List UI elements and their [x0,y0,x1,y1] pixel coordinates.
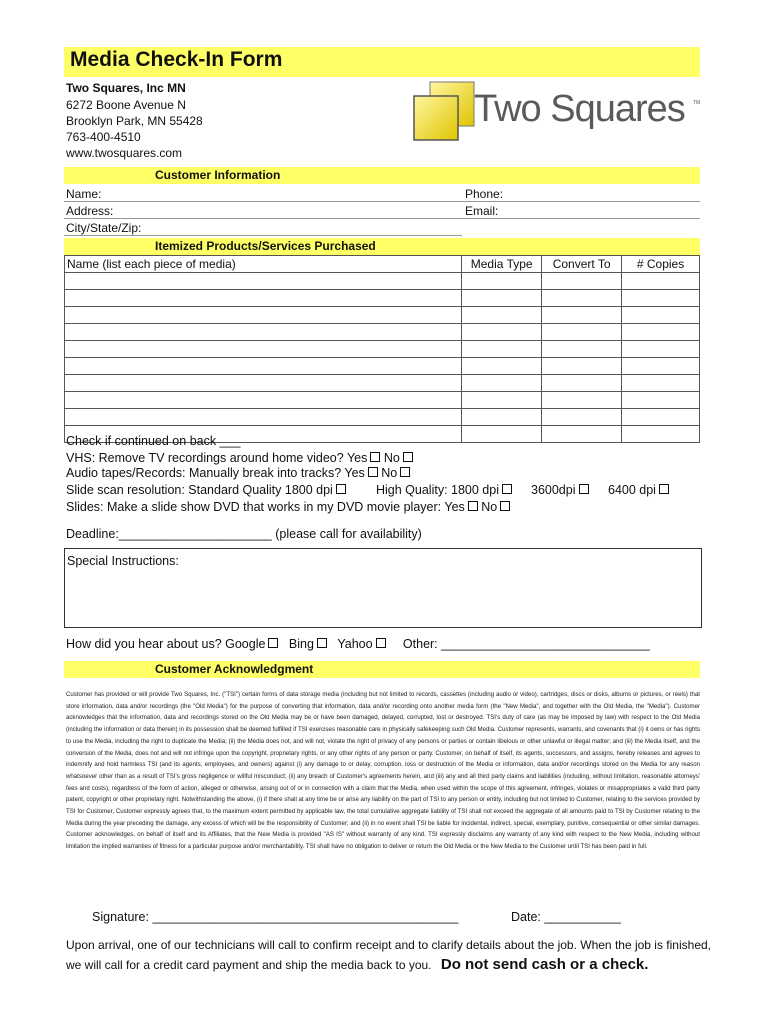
table-cell[interactable] [462,358,542,375]
slides-dvd-no-label: No [481,500,498,514]
date-field[interactable]: Date: ___________ [511,910,621,924]
table-cell[interactable] [462,409,542,426]
slide-std-label: Slide scan resolution: Standard Quality 1800 dpi [66,483,333,497]
logo-squares-icon [410,78,480,146]
page-title: Media Check-In Form [70,48,283,71]
col-media-type-header: Media Type [462,256,542,273]
table-cell[interactable] [542,375,622,392]
table-cell[interactable] [622,290,700,307]
table-cell[interactable] [462,324,542,341]
items-header-row [65,256,700,273]
table-row [65,307,700,324]
items-table [64,255,700,443]
table-cell[interactable] [542,273,622,290]
name-field-line[interactable] [64,201,700,202]
slide-6400-label: 6400 dpi [608,483,656,497]
slides-dvd-label: Slides: Make a slide show DVD that works in my DVD movie player: Yes [66,500,465,514]
signature-field[interactable]: Signature: ____________________________________________ [92,910,459,924]
table-cell[interactable] [542,409,622,426]
bing-label: Bing [288,637,314,651]
special-instructions-label: Special Instructions: [67,554,179,568]
table-cell[interactable] [462,392,542,409]
table-cell[interactable] [622,341,700,358]
table-cell[interactable] [622,392,700,409]
table-cell[interactable] [622,426,700,443]
table-row [65,409,700,426]
vhs-option [66,451,413,465]
table-cell[interactable] [65,409,462,426]
customer-info-heading: Customer Information [155,168,281,182]
company-name: Two Squares, Inc MN [66,81,186,95]
table-cell[interactable] [542,307,622,324]
slide-6400-option [608,483,669,497]
ack-heading: Customer Acknowledgment [155,662,314,676]
audio-yes-checkbox[interactable] [368,467,378,477]
yahoo-checkbox[interactable] [376,638,386,648]
table-cell[interactable] [622,409,700,426]
slides-dvd-option [66,500,510,514]
table-cell[interactable] [542,358,622,375]
continued-text: Check if continued on back ___ [66,434,241,448]
footer-line-2 [66,956,648,973]
name-label: Name: [66,187,102,201]
slide-3600-checkbox[interactable] [579,484,589,494]
audio-no-checkbox[interactable] [400,467,410,477]
slides-dvd-yes-checkbox[interactable] [468,501,478,511]
google-checkbox[interactable] [268,638,278,648]
table-cell[interactable] [65,290,462,307]
audio-no-label: No [381,466,398,480]
vhs-no-checkbox[interactable] [403,452,413,462]
table-row [65,341,700,358]
col-copies-header: # Copies [622,256,700,273]
table-cell[interactable] [622,324,700,341]
company-address: 6272 Boone Avenue N [66,98,186,112]
table-cell[interactable] [65,358,462,375]
table-cell[interactable] [622,375,700,392]
deadline-field[interactable]: Deadline:______________________ (please call for availability) [66,527,422,541]
bing-checkbox[interactable] [317,638,327,648]
table-cell[interactable] [542,341,622,358]
two-squares-logo [410,78,710,146]
table-cell[interactable] [542,324,622,341]
city-field-line[interactable] [64,235,462,236]
table-cell[interactable] [462,273,542,290]
table-cell[interactable] [462,307,542,324]
table-row [65,358,700,375]
audio-option [66,466,410,480]
slide-std-checkbox[interactable] [336,484,346,494]
address-label: Address: [66,204,114,218]
vhs-no-label: No [383,451,400,465]
table-cell[interactable] [65,392,462,409]
audio-label: Audio tapes/Records: Manually break into tracks? Yes [66,466,365,480]
table-cell[interactable] [65,307,462,324]
table-row [65,324,700,341]
slide-high-label: High Quality: 1800 dpi [376,483,499,497]
items-heading: Itemized Products/Services Purchased [155,239,376,253]
table-row [65,392,700,409]
phone-label: Phone: [465,187,504,201]
special-instructions-box[interactable] [64,548,702,628]
company-phone: 763-400-4510 [66,130,141,144]
slide-6400-checkbox[interactable] [659,484,669,494]
table-cell[interactable] [65,341,462,358]
table-row [65,290,700,307]
table-cell[interactable] [622,358,700,375]
logo-text: Two Squares [474,88,685,130]
vhs-yes-checkbox[interactable] [370,452,380,462]
hear-about-option [66,637,650,651]
city-label: City/State/Zip: [66,221,142,235]
col-name-header: Name (list each piece of media) [65,256,462,273]
slide-std-option [66,483,346,497]
vhs-label: VHS: Remove TV recordings around home video? Yes [66,451,368,465]
address-field-line[interactable] [64,218,700,219]
table-cell[interactable] [462,290,542,307]
footer-line-1: Upon arrival, one of our technicians will call to confirm receipt and to clarify details about the job. When the job is finished, [66,938,711,952]
table-row [65,273,700,290]
table-cell[interactable] [622,307,700,324]
table-cell[interactable] [622,273,700,290]
table-cell[interactable] [65,324,462,341]
table-cell[interactable] [65,273,462,290]
other-field[interactable]: Other: ______________________________ [402,637,650,651]
footer-bold-warning: Do not send cash or a check. [440,956,649,973]
slide-high-option [376,483,512,497]
company-web: www.twosquares.com [66,146,183,160]
hear-label: How did you hear about us? Google [66,637,266,651]
table-cell[interactable] [462,375,542,392]
table-cell[interactable] [542,426,622,443]
table-cell[interactable] [65,375,462,392]
slides-dvd-no-checkbox[interactable] [500,501,510,511]
table-cell[interactable] [462,426,542,443]
col-convert-to-header: Convert To [542,256,622,273]
table-row [65,375,700,392]
slide-3600-option [531,483,589,497]
footer-line-2-text: we will call for a credit card payment and ship the media back to you. [66,958,432,972]
legal-text: Customer has provided or will provide Two Squares, Inc. ("TSI") certain forms of data storage media (including but not limited to records, cassettes (including audio or video), cartridges, discs or disks, albums or pictures, or reels) that store information, data and/or recordings (the "Old Media") for the purpose of converting that information, data and/or recording onto another media form (the "New Media", and together with the Old Media, the "Media"). Customer acknowledges that the information, data and recordings stored on the Old Media may be or have been damaged, delayed, corrupted, lost or destroyed. TSI's duty of care (as may be imposed by law) with respect to the Old Media (including the information or data therein) in its possession shall be deemed fulfilled if TSI exercises reasonable care in physically safekeeping such Old Media. Customer represents, warrants, and covenants that (i) it owns or has rights to use the Media, including the right to duplicate the Media; (ii) the Media does not, and will not, violate the right of privacy of any persons or parties or contain libelous or other unlawful or illegal matter; and (iii) the Media itself, and the conversion of the Media, does not and will not infringe upon the copyright, proprietary rights, or any other rights of any person or party. Customer, on behalf of itself, its agents, successors, and assigns, hereby releases and agrees to indemnify and hold harmless TSI (and its agents, employees, and owners) against (i) any damage to or delay, corruption, loss or destruction of the Media or information, data and/or recordings stored on the Media for any reason whatsoever other than as a result of TSI's gross negligence or willful misconduct; (ii) any breach of Customer's agreements herein, and (iii) any and all third party claims and liabilities (including, without limitation, reasonable attorneys' fees and costs), regardless of the form of action, alleged or otherwise, arising out of or in connection with a claim that the Media, when used within the scope of this agreement, infringes, violates or misappropriates a valid third party patent, copyright or other proprietary right. Notwithstanding the above, (i) if there shall at any time be or arise any liability on the part of TSI to any person or entity, including but not limited to Customer, relating to the services provided by TSI for Customer, Customer expressly agrees that, to the maximum extent permitted by applicable law, the total cumulative aggregate liability of TSI shall not exceed the aggregate of all amounts paid to TSI by Customer relating to the Media during the year preceding the damage, any excess of which will be the responsibility of Customer; and (ii) in no event shall TSI be liable for incidental, indirect, special, exemplary, punitive, consequential or other similar damages. Customer acknowledges, on behalf of itself and its Affiliates, that the New Media is provided "AS IS" without warranty of any kind. TSI expressly disclaims any warranty of any kind with respect to the New Media, including without limitation the implied warranties of fitness for a particular purpose and/or merchantability. TSI shall have no obligation to deliver or return the Old Media or the New Media to the Customer until TSI has been paid in full. [66,691,700,851]
table-cell[interactable] [462,341,542,358]
logo-trademark: TM [693,100,701,106]
slide-high-checkbox[interactable] [502,484,512,494]
table-cell[interactable] [542,290,622,307]
email-label: Email: [465,204,499,218]
slide-3600-label: 3600dpi [531,483,576,497]
company-city: Brooklyn Park, MN 55428 [66,114,203,128]
table-cell[interactable] [542,392,622,409]
yahoo-label: Yahoo [337,637,373,651]
